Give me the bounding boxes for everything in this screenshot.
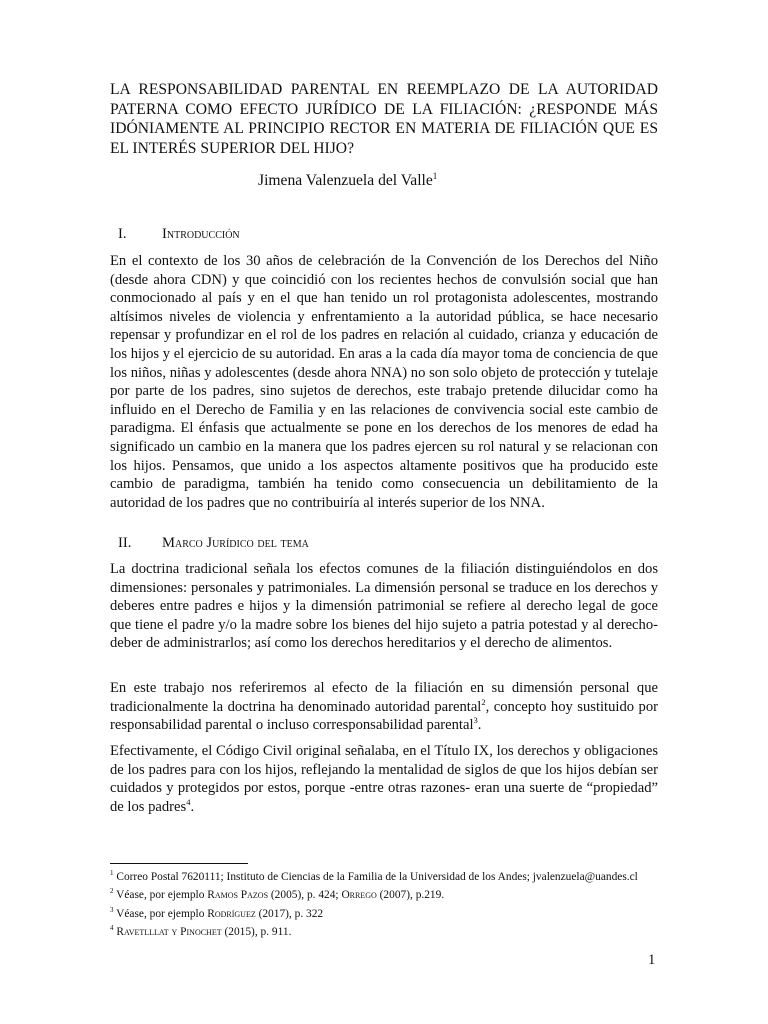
paragraph-marco-1: La doctrina tradicional señala los efectos comunes de la filiación distinguiéndolos en dos dimensiones: personales y patrimoniales. La dimensión personal se traduce en los derechos y deberes entre padres e hijos y la dimensión patrimonial se refiere al derecho legal de goce que tiene el padre y/o la madre sobre los bienes del hijo sujeto a patria potestad y al derecho-deber de administrarlos; así como los derechos hereditarios y el derecho de alimentos. [110, 561, 658, 652]
footnote-1 [110, 866, 658, 884]
page-number: 1 [648, 952, 656, 968]
footnote-author: Ramos Pazos [207, 889, 269, 902]
footnote-text: (2017), p. 322 [255, 907, 324, 920]
footnote-text: Correo Postal 7620111; Instituto de Ciencias de la Familia de la Universidad de los Andes; jvalenzuela@uandes.cl [113, 870, 638, 883]
footnote-mark: 3 [110, 905, 114, 914]
footnote-ref-3[interactable]: 3 [473, 715, 478, 726]
footnote-mark: 2 [110, 887, 114, 896]
footnote-text: (2015), p. 911. [221, 925, 292, 938]
section-number: II. [118, 535, 132, 551]
paragraph-marco-2 [110, 679, 658, 735]
footnote-author: Ravetlllat y Pinochet [116, 925, 222, 938]
footnote-text: Véase, por ejemplo [113, 889, 208, 902]
paragraph-introduccion: En el contexto de los 30 años de celebración de la Convención de los Derechos del Niño (desde ahora CDN) y que coincidió con los recientes hechos de convulsión social que han conmocionado al país y en el que han tenido un rol protagonista adolescentes, mostrando altísimos niveles de violencia y enfrentamiento a la autoridad pública, se hace necesario repensar y profundizar en el rol de los padres en relación al cuidado, crianza y educación de los hijos y el ejercicio de su autoridad. En aras a la cada día mayor toma de conciencia de que los niños, niñas y adolescentes (desde ahora NNA) no son solo objeto de protección y tutelaje por parte de los padres, sino sujetos de derechos, este trabajo pretende dilucidar como ha influido en el Derecho de Familia y en las relaciones de convivencia social este cambio de paradigma. El énfasis que actualmente se pone en los derechos de los menores de edad ha significado un cambio en la manera que los padres ejercen su rol natural y se relacionan con los hijos. Pensamos, que unido a los aspectos altamente positivos que ha producido este cambio de paradigma, también ha tenido como consecuencia un debilitamiento de la autoridad de los padres que no contribuiría al interés superior de los NNA. [110, 253, 658, 511]
footnote-author: Orrego [341, 889, 377, 902]
footnote-3 [110, 903, 658, 921]
author-name: Jimena Valenzuela del Valle [258, 172, 433, 190]
footnote-divider [110, 863, 248, 864]
paragraph-text: En este trabajo nos referiremos al efecto de la filiación en su dimensión personal que tradicionalmente la doctrina ha denominado autoridad parental [110, 680, 658, 715]
section-title: Introducción [162, 226, 240, 242]
footnote-ref-2[interactable]: 2 [481, 696, 486, 707]
footnote-mark: 4 [110, 924, 114, 933]
author-line [258, 167, 437, 190]
footnote-2 [110, 884, 658, 902]
paragraph-text: , concepto hoy sustituido por responsabilidad parental o incluso corresponsabilidad parental [110, 698, 658, 734]
section-title: Marco Jurídico del tema [162, 535, 309, 551]
paragraph-text: Efectivamente, el Código Civil original señalaba, en el Título IX, los derechos y obligaciones de los padres para con los hijos, reflejando la mentalidad de siglos de que los hijos debían ser cuidados y protegidos por estos, porque -entre otras razones- eran una suerte de “propiedad” de los padres [110, 743, 658, 815]
paragraph-marco-3 [110, 742, 658, 816]
section-heading-marco-juridico [118, 534, 309, 552]
paragraph-text: . [477, 717, 482, 734]
footnote-text: (2007), p.219. [376, 889, 445, 902]
footnotes [110, 866, 658, 940]
footnote-ref-1[interactable]: 1 [432, 171, 438, 181]
section-number: I. [118, 226, 127, 242]
footnote-text: (2005), p. 424; [268, 889, 342, 902]
footnote-text: Véase, por ejemplo [113, 907, 208, 920]
footnote-ref-4[interactable]: 4 [186, 796, 191, 807]
footnote-mark: 1 [110, 869, 114, 877]
paragraph-text: . [190, 798, 195, 815]
paper-title: LA RESPONSABILIDAD PARENTAL EN REEMPLAZO DE LA AUTORIDAD PATERNA COMO EFECTO JURÍDICO DE LA FILIACIÓN: ¿RESPONDE MÁS IDÓNIAMENTE AL PRINCIPIO RECTOR EN MATERIA DE FILIACIÓN QUE ES EL INTERÉS SUPERIOR DEL HIJO? [110, 81, 658, 157]
section-heading-introduccion [118, 225, 240, 243]
footnote-4 [110, 921, 658, 939]
footnote-author: Rodríguez [207, 907, 256, 920]
